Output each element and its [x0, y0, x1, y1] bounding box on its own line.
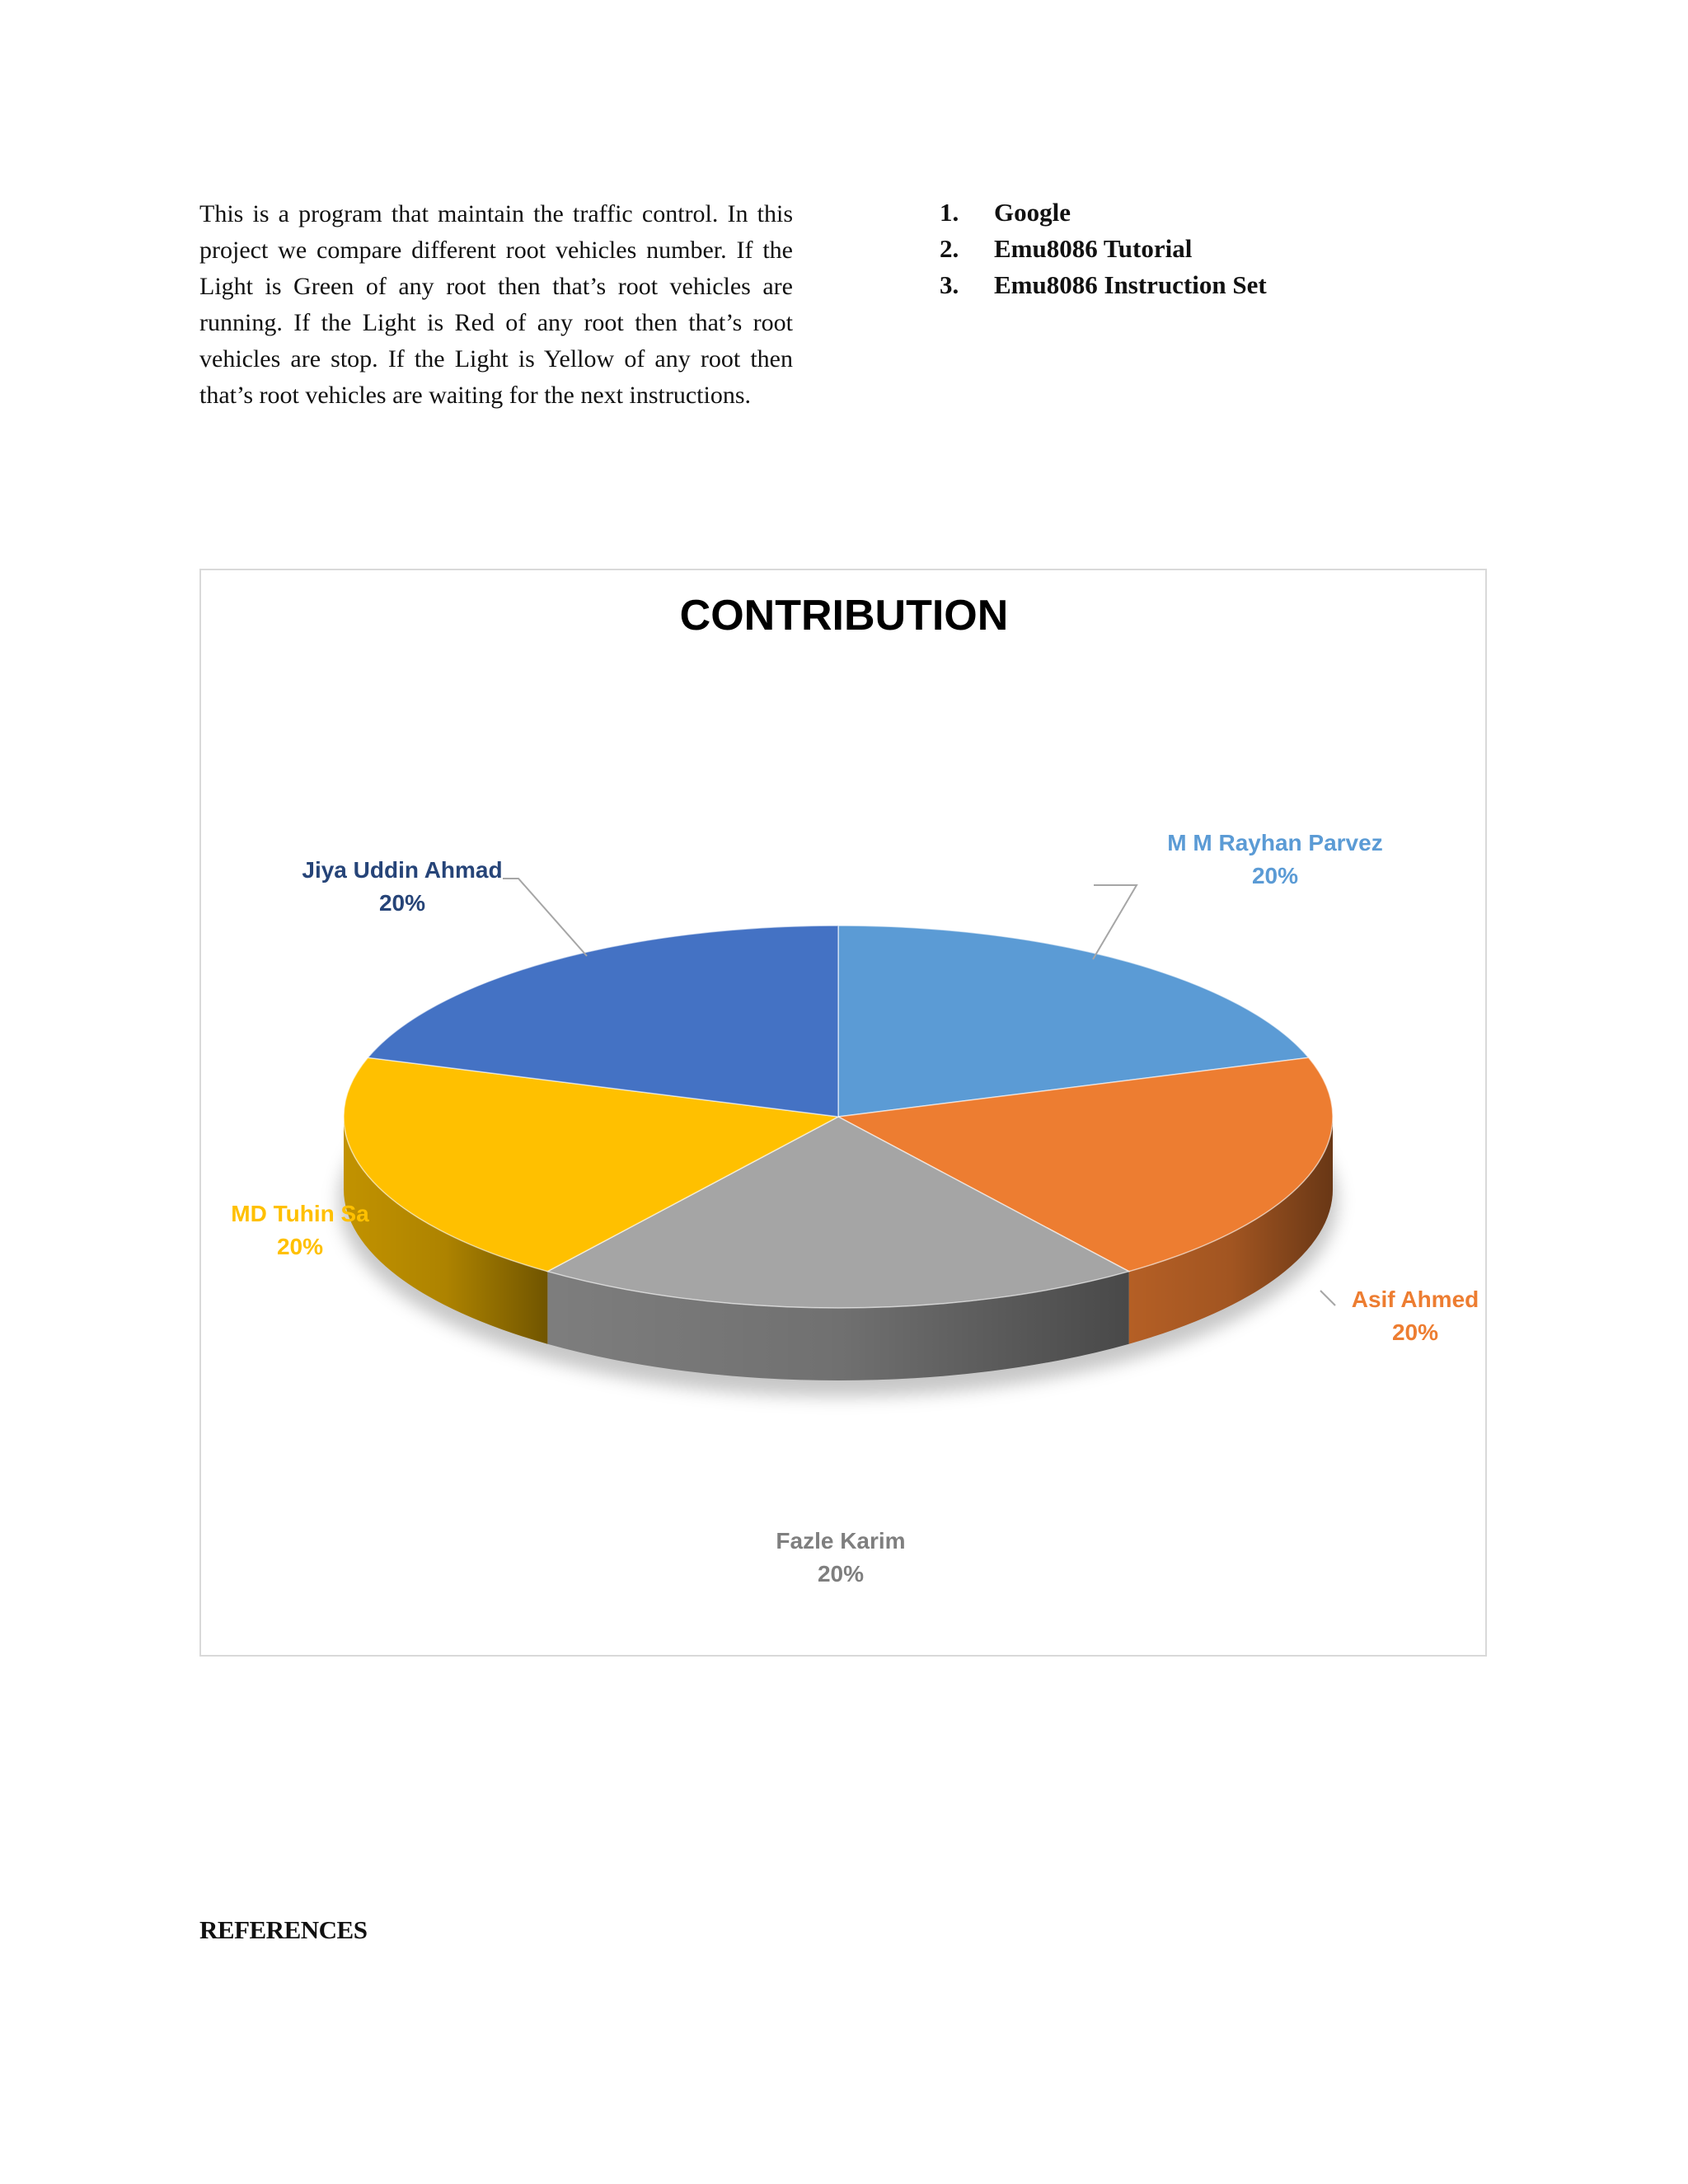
slice-name-label: M M Rayhan Parvez	[1167, 830, 1383, 855]
reference-number: 2.	[940, 234, 959, 263]
references-heading: REFERENCES	[199, 1915, 368, 1944]
slice-percent-label: 20%	[1391, 1319, 1439, 1345]
reference-list	[940, 194, 1267, 303]
reference-item	[940, 231, 1267, 267]
leader-line	[1093, 885, 1137, 959]
slice-name-label: MD Tuhin Sa	[231, 1201, 369, 1226]
pie-slices	[339, 926, 1338, 1397]
intro-paragraph: This is a program that maintain the traffic control. In this project we compare different root vehicles number. If the Light is Green of any root then that’s root vehicles are running. If the Light is Red of any root then that’s root vehicles are stop. If the Light is Yellow of any root then that’s root vehicles are waiting for the next instructions.	[199, 200, 793, 409]
slice-name-label: Fazle Karim	[776, 1528, 906, 1554]
slice-name-label: Asif Ahmed	[1351, 1286, 1479, 1312]
slice-percent-label: 20%	[378, 890, 426, 916]
reference-text: Google	[994, 198, 1071, 227]
slice-percent-label: 20%	[817, 1561, 865, 1586]
chart-title: CONTRIBUTION	[679, 592, 1009, 640]
contribution-chart	[199, 569, 1487, 1657]
reference-number: 1.	[940, 198, 959, 227]
reference-number: 3.	[940, 270, 959, 299]
reference-text: Emu8086 Tutorial	[994, 234, 1193, 263]
slice-percent-label: 20%	[276, 1234, 324, 1259]
slice-name-label: Jiya Uddin Ahmad	[302, 857, 503, 883]
slice-percent-label: 20%	[1251, 863, 1299, 888]
reference-item	[940, 267, 1267, 303]
reference-text: Emu8086 Instruction Set	[994, 270, 1267, 299]
leader-line	[1320, 1291, 1335, 1305]
leader-line	[503, 879, 587, 956]
pie-chart-canvas	[201, 570, 1489, 1658]
reference-item	[940, 194, 1267, 231]
